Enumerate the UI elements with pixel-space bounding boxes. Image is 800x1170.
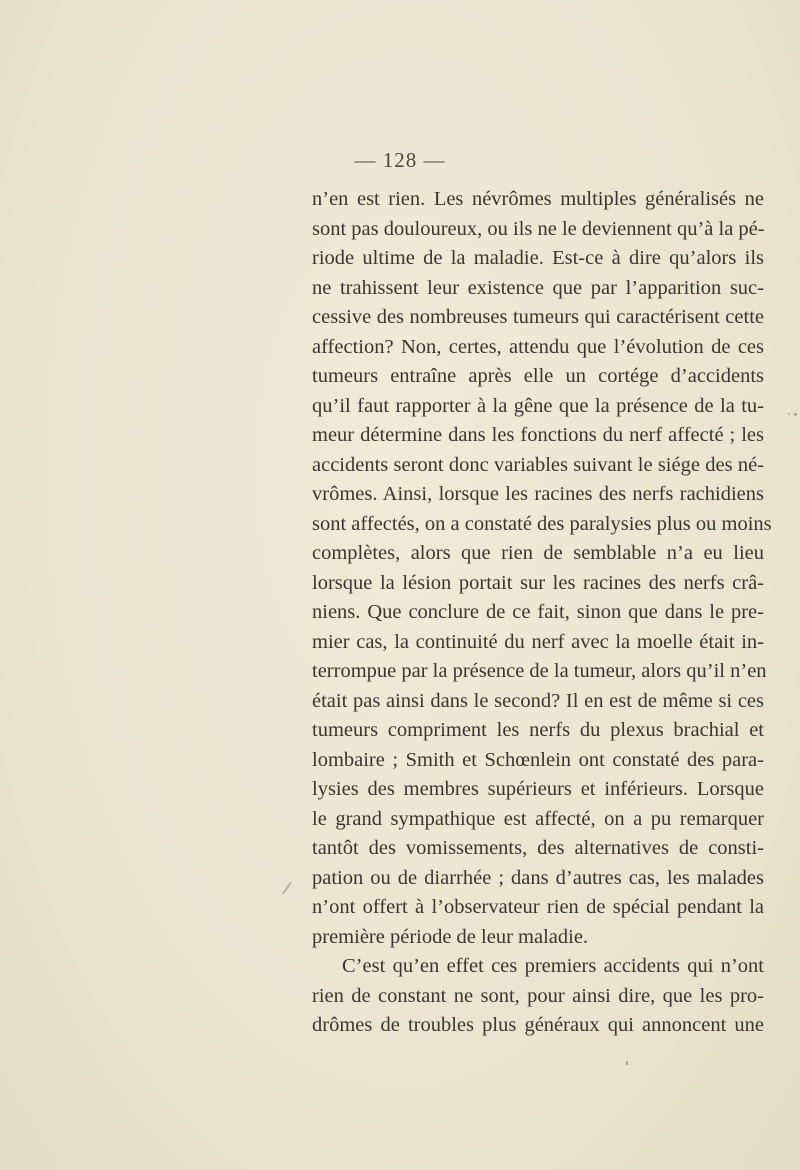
paper-speck [626,1061,628,1065]
text-line: lysies des membres supérieurs et inférieurs. Lorsque [312,778,764,800]
text-line: sont affectés, on a constaté des paralysies plus ou moins [312,512,772,535]
text-line: tumeurs compriment les nerfs du plexus brachial et [312,719,764,741]
text-line: n’ont offert à l’observateur rien de spécial pendant la [312,896,764,918]
text-line: meur détermine dans les fonctions du nerf affecté ; les [312,424,764,446]
text-line: complètes, alors que rien de semblable n’a eu lieu [312,542,764,564]
body-text [312,185,772,1041]
text-line: ne trahissent leur existence que par l’apparition suc- [312,276,764,299]
text-line: le grand sympathique est affecté, on a pu remarquer [312,807,764,830]
text-line: terrompue par la présence de la tumeur, alors qu’il n’en [312,660,767,682]
paper-speck [794,413,797,416]
text-line: mier cas, la continuité du nerf avec la moelle était in- [312,630,764,653]
text-line: était pas ainsi dans le second? Il en est de même si ces [312,689,764,712]
text-line: cessive des nombreuses tumeurs qui caractérisent cette [312,306,764,328]
paper-speck [788,413,790,415]
text-line: rien de constant ne sont, pour ainsi dire, que les pro- [312,984,764,1007]
paper-mark [282,882,292,895]
text-line: riode ultime de la maladie. Est-ce à dire qu’alors ils [312,247,764,269]
text-line: lorsque la lésion portait sur les racines des nerfs crâ- [312,571,764,594]
text-line: pation ou de diarrhée ; dans d’autres cas, les malades [312,866,764,889]
text-line: affection? Non, certes, attendu que l’évolution de ces [312,335,764,358]
text-line: qu’il faut rapporter à la gêne que la présence de la tu- [312,394,764,417]
text-line: accidents seront donc variables suivant le siége des né- [312,453,764,476]
text-line: lombaire ; Smith et Schœnlein ont constaté des para- [312,748,764,771]
text-line: tumeurs entraîne après elle un cortége d’accidents [312,365,764,387]
text-line: tantôt des vomissements, des alternatives de consti- [312,837,764,859]
paragraph-start-line: C’est qu’en effet ces premiers accidents qui n’ont [342,955,764,977]
page-number: — 128 — [354,148,446,172]
text-line: drômes de troubles plus généraux qui annoncent une [312,1014,764,1036]
text-line: niens. Que conclure de ce fait, sinon que dans le pre- [312,601,764,623]
text-line: sont pas douloureux, ou ils ne le deviennent qu’à la pé- [312,217,765,240]
text-line: n’en est rien. Les névrômes multiples généralisés ne [312,188,764,210]
text-line: vrômes. Ainsi, lorsque les racines des nerfs rachidiens [312,483,764,505]
paragraph-end-line: première période de leur maladie. [312,925,589,948]
